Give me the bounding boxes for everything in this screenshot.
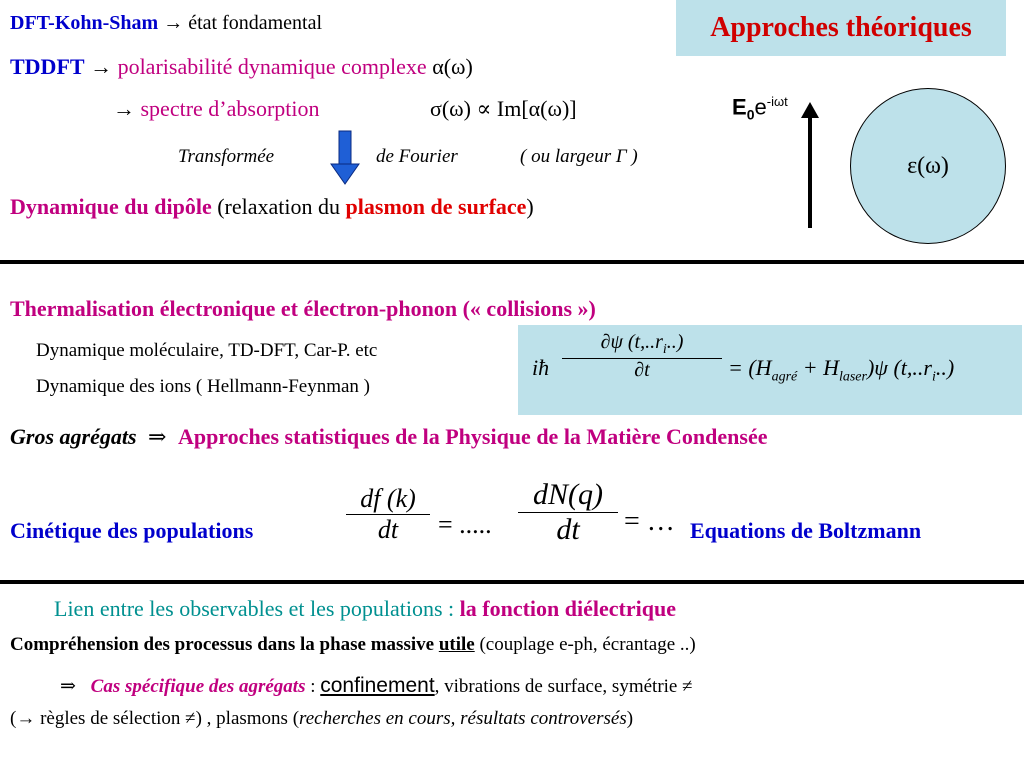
lien-text: Lien entre les observables et les populations : bbox=[54, 596, 455, 621]
spectre-arrow: → bbox=[113, 96, 135, 121]
cluster-circle bbox=[850, 88, 1006, 244]
eq-fraction bbox=[562, 331, 722, 382]
field-arrow-icon bbox=[808, 116, 812, 228]
lien-line bbox=[54, 596, 676, 622]
dft-rest: → état fondamental bbox=[163, 12, 323, 34]
thermal-heading: Thermalisation électronique et électron-phonon (« collisions ») bbox=[10, 296, 596, 321]
eq-ihbar: iħ bbox=[532, 355, 550, 380]
spectre-text: spectre d’absorption bbox=[140, 96, 320, 121]
cas-label: Cas spécifique des agrégats bbox=[90, 676, 306, 697]
comp-utile: utile bbox=[438, 634, 475, 655]
tddft-arrow: → bbox=[90, 54, 113, 79]
gros-approaches: Approches statistiques de la Physique de la Matière Condensée bbox=[177, 424, 768, 449]
fourier-1: Transformée bbox=[178, 146, 275, 167]
dft-label: DFT-Kohn-Sham bbox=[10, 12, 159, 34]
sigma-formula: σ(ω) ∝ Im[α(ω)] bbox=[430, 96, 577, 121]
eq-ellipsis: = … bbox=[624, 506, 675, 537]
epsilon-label: ε(ω) bbox=[907, 152, 949, 179]
dft-line bbox=[10, 12, 322, 35]
divider-1 bbox=[0, 260, 1024, 264]
divider-2 bbox=[0, 580, 1024, 584]
plasmon-label: plasmon de surface bbox=[345, 194, 527, 219]
dN-fraction bbox=[518, 478, 618, 547]
dN-numerator: dN(q) bbox=[533, 478, 603, 511]
regles-end: ) bbox=[626, 708, 634, 729]
field-sub: 0 bbox=[746, 106, 755, 123]
df-fraction bbox=[346, 484, 430, 545]
comp-bold: Compréhension des processus dans la phase massive bbox=[10, 634, 435, 655]
regles-italic: recherches en cours, résultats controversés bbox=[299, 708, 627, 729]
dielectric-label: la fonction diélectrique bbox=[459, 596, 676, 621]
field-sup: -iωt bbox=[766, 94, 788, 109]
down-arrow-icon bbox=[330, 130, 360, 186]
cas-line bbox=[60, 674, 693, 698]
mol-dynamics: Dynamique moléculaire, TD-DFT, Car-P. etc bbox=[36, 340, 378, 361]
confinement-label: confinement bbox=[320, 674, 435, 697]
slide-title: Approches théoriques bbox=[676, 0, 1006, 56]
cinetique-label: Cinétique des populations bbox=[10, 518, 254, 543]
cas-rest: , vibrations de surface, symétrie ≠ bbox=[434, 676, 693, 697]
gros-arrow: ⇒ bbox=[148, 424, 167, 449]
ion-dynamics: Dynamique des ions ( Hellmann-Feynman ) bbox=[36, 376, 371, 397]
gros-line bbox=[10, 424, 767, 450]
regles-line bbox=[10, 708, 633, 730]
field-e: e bbox=[754, 94, 767, 120]
regles-text: (→ règles de sélection ≠) , plasmons ( bbox=[10, 708, 300, 729]
dipole-line bbox=[10, 194, 534, 220]
eq-dots: = ..... bbox=[438, 510, 492, 539]
fourier-3: ( ou largeur Γ ) bbox=[520, 146, 638, 167]
cas-colon: : bbox=[310, 676, 316, 697]
schrodinger-box bbox=[518, 325, 1022, 415]
eq-rhs: = $(H_{agré} + H_{laser})\psi$ $(t,..r_i..)$ bbox=[728, 355, 955, 385]
gros-label: Gros agrégats bbox=[10, 424, 137, 449]
field-label bbox=[732, 94, 788, 123]
comp-rest: (couplage e-ph, écrantage ..) bbox=[479, 634, 696, 655]
comp-line bbox=[10, 634, 696, 656]
eq-numerator: ∂ψ $(t,..r_i..)$ bbox=[600, 331, 684, 357]
alpha-omega: α(ω) bbox=[432, 54, 473, 79]
df-numerator: df (k) bbox=[360, 484, 416, 513]
dipole-mid: (relaxation du bbox=[217, 194, 341, 219]
spectre-line bbox=[113, 96, 320, 122]
cas-arrow: ⇒ bbox=[60, 676, 76, 697]
dipole-label: Dynamique du dipôle bbox=[10, 194, 212, 219]
fourier-2: de Fourier bbox=[376, 146, 458, 167]
dN-denominator: dt bbox=[556, 513, 580, 546]
tddft-line bbox=[10, 54, 473, 80]
boltzmann-label: Equations de Boltzmann bbox=[690, 518, 922, 543]
dipole-end: ) bbox=[526, 194, 534, 219]
df-denominator: dt bbox=[377, 515, 399, 544]
tddft-label: TDDFT bbox=[10, 54, 85, 79]
polarisabilite-text: polarisabilité dynamique complexe bbox=[117, 54, 427, 79]
eq-denominator: ∂t bbox=[634, 359, 650, 381]
field-E: E bbox=[732, 94, 747, 120]
